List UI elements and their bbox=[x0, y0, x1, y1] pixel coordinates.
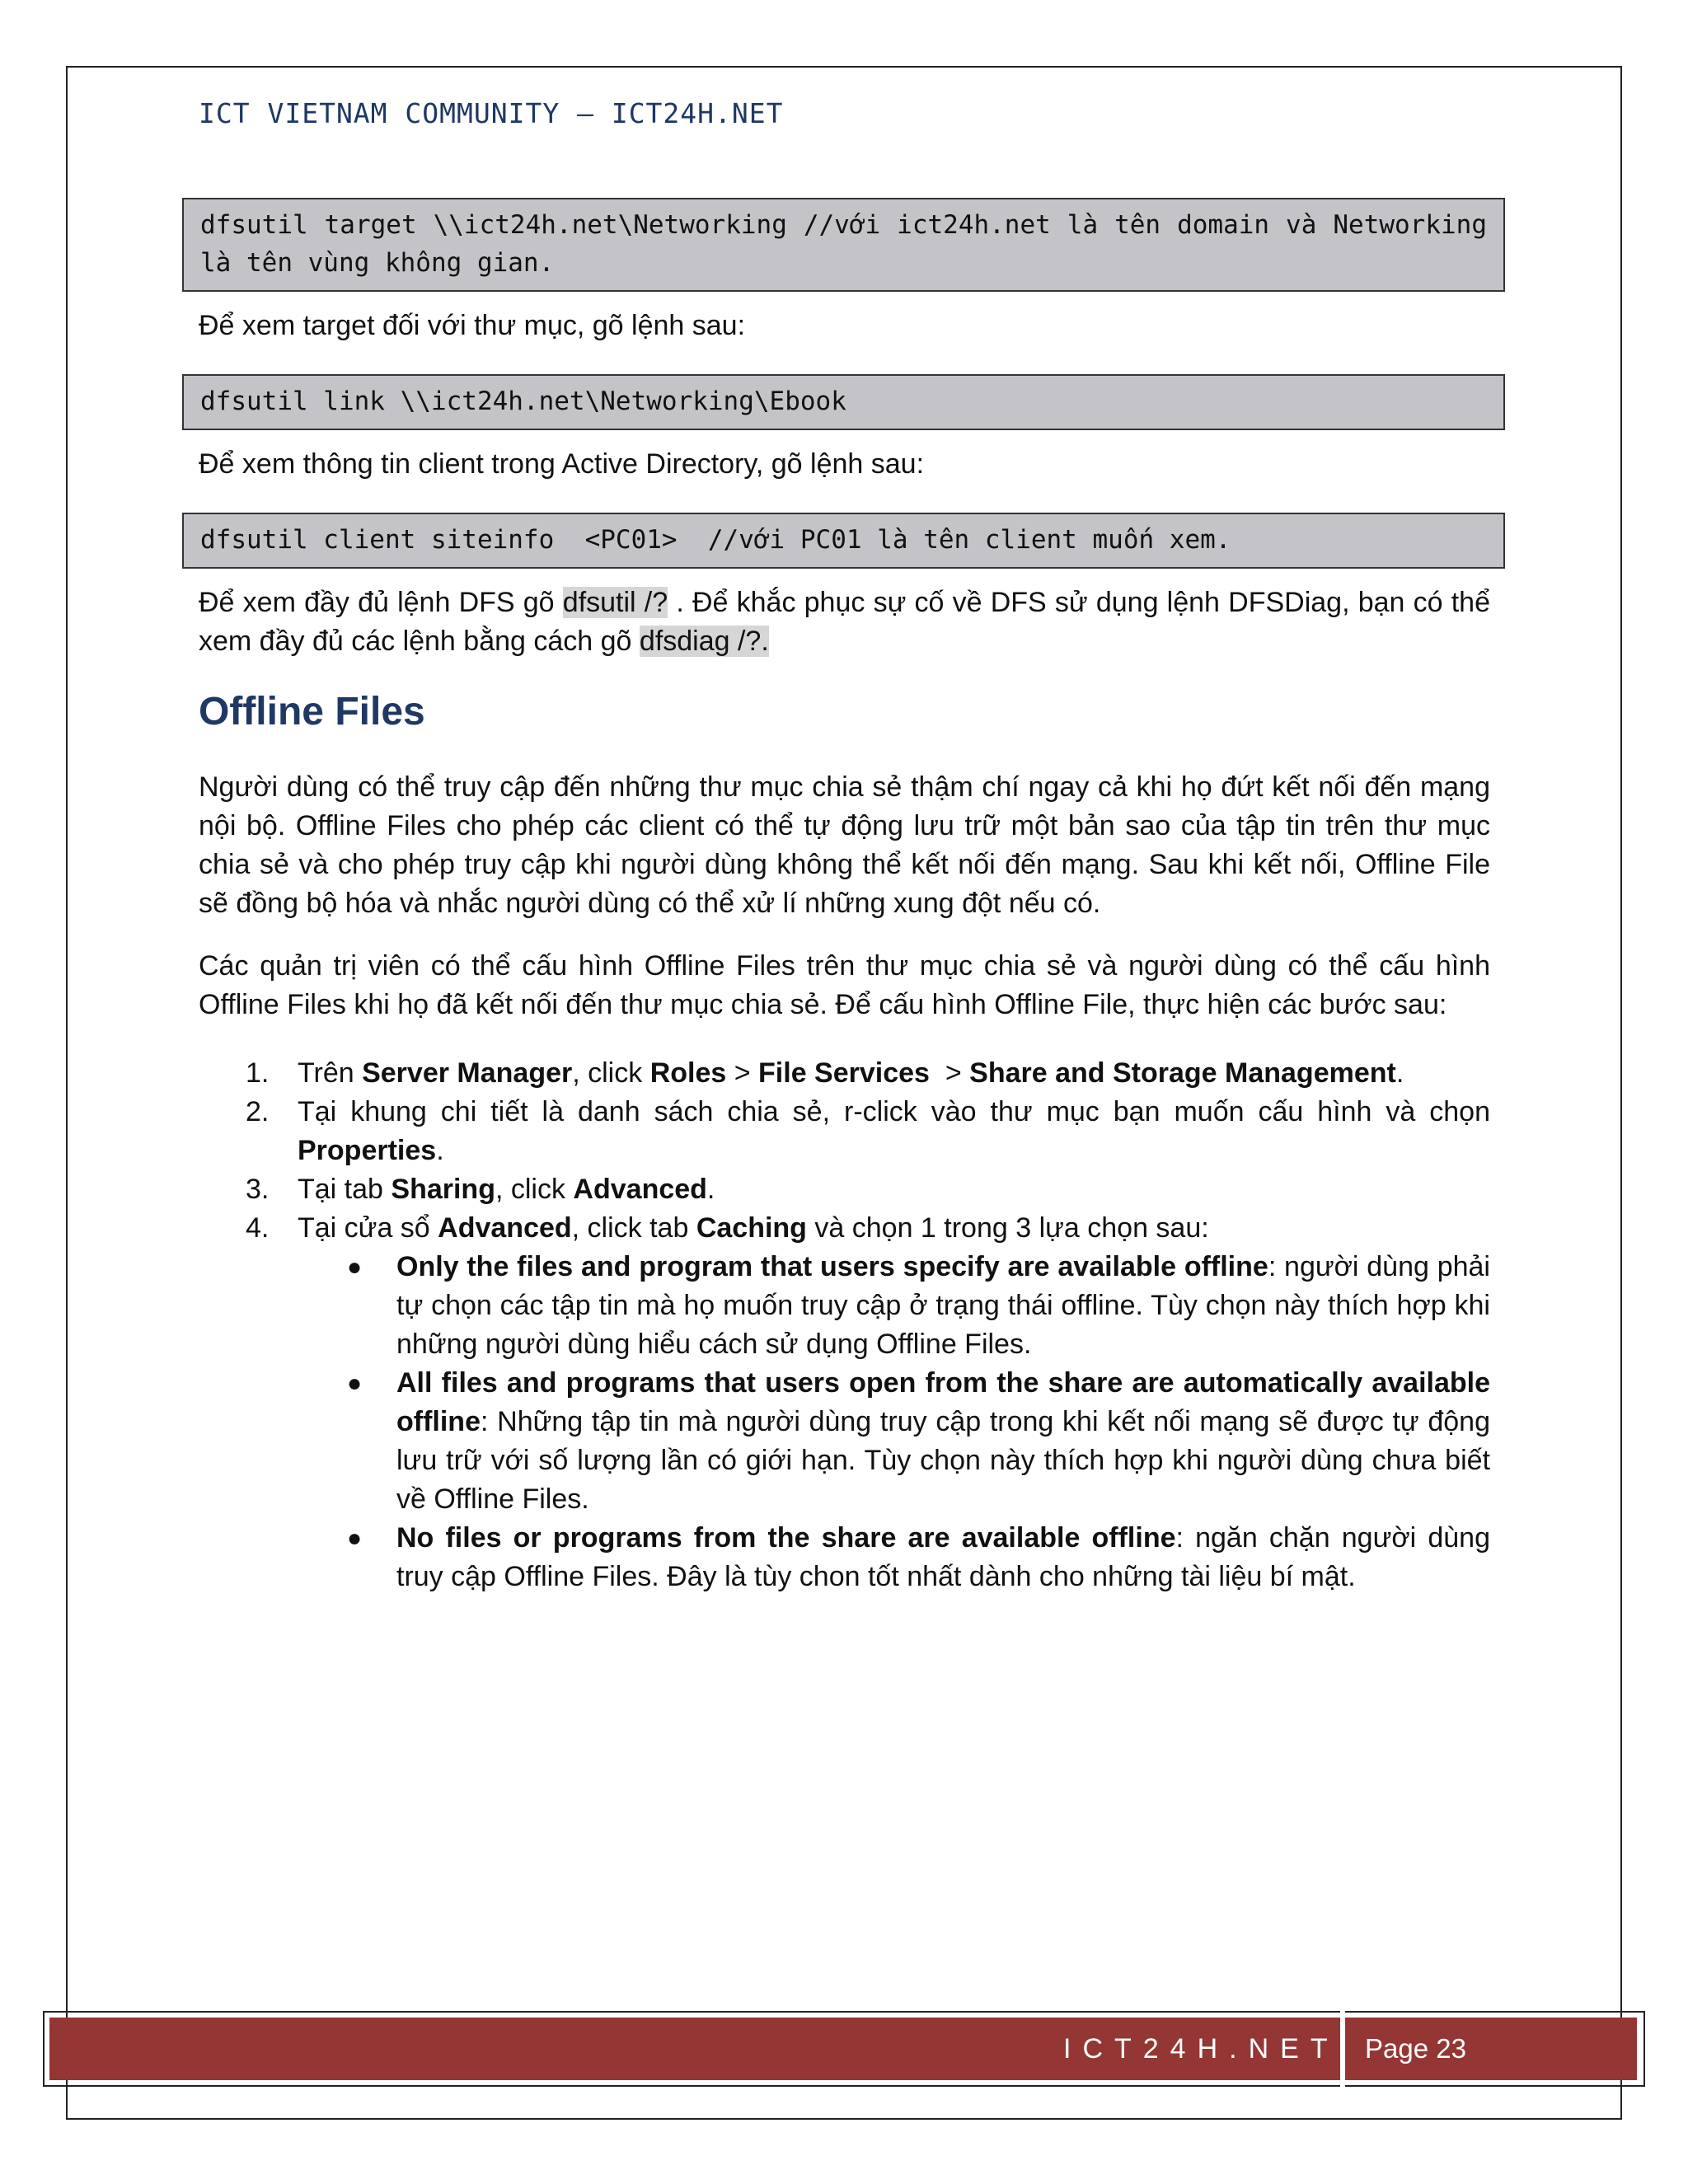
text-run: , click bbox=[495, 1174, 574, 1205]
paragraph-offline-intro: Người dùng có thể truy cập đến những thư mục chia sẻ thậm chí ngay cả khi họ đứt kết nối đến mạng nội bộ. Offline Files cho phép các client có thể tự động lưu trữ một bản sao của tập tin trên thư mục chia sẻ và cho phép truy cập khi người dùng không thể kết nối đến mạng. Sau khi kết nối, Offline File sẽ đồng bộ hóa và nhắc người dùng có thể xử lí những xung đột nếu có. bbox=[199, 771, 1490, 919]
options-list bbox=[199, 1248, 1490, 1596]
text-run: : người dùng phải tự chọn các tập tin mà họ muốn truy cập ở trạng thái offline. Tùy chọn này thích hợp khi những người dùng hiểu cách sử dụng Offline Files. bbox=[396, 1251, 1490, 1360]
code-block-dfsutil-client: dfsutil client siteinfo <PC01> //với PC01 là tên client muốn xem. bbox=[182, 513, 1505, 569]
text-run: Trên bbox=[298, 1057, 363, 1089]
text-run: . bbox=[436, 1135, 444, 1166]
list-number: 2. bbox=[246, 1096, 270, 1127]
text-run: Tại khung chi tiết là danh sách chia sẻ, r-click vào thư mục bạn muốn cấu hình và chọn bbox=[298, 1096, 1490, 1127]
highlighted-command: dfsutil /? bbox=[562, 587, 668, 618]
bold-text: Sharing bbox=[391, 1174, 495, 1205]
bold-text: Advanced bbox=[438, 1212, 572, 1244]
list-item bbox=[199, 1519, 1490, 1596]
text-run: > bbox=[726, 1057, 759, 1089]
list-item bbox=[199, 1209, 1490, 1248]
bullet-icon: ● bbox=[347, 1370, 363, 1397]
bullet-icon: ● bbox=[347, 1525, 363, 1552]
text-run: , click tab bbox=[571, 1212, 696, 1244]
list-item bbox=[199, 1054, 1490, 1093]
bold-text: Server Manager bbox=[362, 1057, 573, 1089]
list-number: 1. bbox=[246, 1057, 270, 1089]
bold-text: Properties bbox=[298, 1135, 437, 1166]
bold-text: File Services bbox=[758, 1057, 930, 1089]
bullet-icon: ● bbox=[347, 1254, 363, 1281]
text-run: Tại tab bbox=[298, 1174, 392, 1205]
page-number: Page 23 bbox=[1365, 2033, 1466, 2064]
text-run: : Những tập tin mà người dùng truy cập trong khi kết nối mạng sẽ được tự động lưu trữ với số lượng lần có giới hạn. Tùy chọn này thích hợp khi người dùng chưa biết về Offline Files. bbox=[396, 1406, 1490, 1515]
list-item bbox=[199, 1248, 1490, 1364]
text-run: Để xem đầy đủ lệnh DFS gõ bbox=[199, 587, 563, 618]
text-run: , click bbox=[572, 1057, 650, 1089]
footer-divider bbox=[1340, 2011, 1345, 2087]
list-item bbox=[199, 1093, 1490, 1170]
list-item bbox=[199, 1364, 1490, 1519]
list-number: 3. bbox=[246, 1174, 270, 1205]
bold-text: Advanced bbox=[573, 1174, 707, 1205]
paragraph-offline-config: Các quản trị viên có thể cấu hình Offline Files trên thư mục chia sẻ và người dùng có thể cấu hình Offline Files khi họ đã kết nối đến thư mục chia sẻ. Để cấu hình Offline File, thực hiện các bước sau: bbox=[199, 950, 1490, 1020]
text-run: . Để khắc phục sự cố về DFS sử dụng lệnh DFSDiag, bạn có thể xem đầy đủ các lệnh bằng cách gõ bbox=[199, 587, 1491, 657]
code-block-dfsutil-target: dfsutil target \\ict24h.net\Networking //với ict24h.net là tên domain và Networking là tên vùng không gian. bbox=[182, 198, 1505, 292]
text-run: . bbox=[1395, 1057, 1404, 1089]
text-run: và chọn 1 trong 3 lựa chọn sau: bbox=[806, 1212, 1209, 1244]
text-run: > bbox=[929, 1057, 970, 1089]
code-block-dfsutil-link: dfsutil link \\ict24h.net\Networking\Ebook bbox=[182, 374, 1505, 430]
bold-text: Share and Storage Management bbox=[969, 1057, 1396, 1089]
paragraph-client-intro: Để xem thông tin client trong Active Directory, gõ lệnh sau: bbox=[199, 448, 925, 480]
section-title: Offline Files bbox=[199, 690, 425, 733]
bold-text: Caching bbox=[696, 1212, 807, 1244]
text-run: : ngăn chặn người dùng truy cập Offline Files. Đây là tùy chon tốt nhất dành cho những tài liệu bí mật. bbox=[396, 1522, 1490, 1592]
steps-list bbox=[199, 1054, 1490, 1596]
bold-text: No files or programs from the share are available offline bbox=[396, 1522, 1176, 1554]
paragraph-target-intro: Để xem target đối với thư mục, gõ lệnh sau: bbox=[199, 310, 746, 341]
list-item bbox=[199, 1170, 1490, 1209]
bold-text: Only the files and program that users specify are available offline bbox=[396, 1251, 1268, 1282]
highlighted-command: dfsdiag /?. bbox=[639, 626, 769, 657]
bold-text: All files and programs that users open from the share are automatically available offline bbox=[396, 1367, 1490, 1437]
paragraph-full-dfs bbox=[199, 583, 1490, 661]
footer-site-name: ICT24H.NET bbox=[1063, 2033, 1339, 2064]
text-run: . bbox=[706, 1174, 715, 1205]
bold-text: Roles bbox=[649, 1057, 727, 1089]
text-run: Tại cửa sổ bbox=[298, 1212, 438, 1244]
list-number: 4. bbox=[246, 1212, 270, 1244]
page-header: ICT VIETNAM COMMUNITY – ICT24H.NET bbox=[199, 97, 784, 129]
